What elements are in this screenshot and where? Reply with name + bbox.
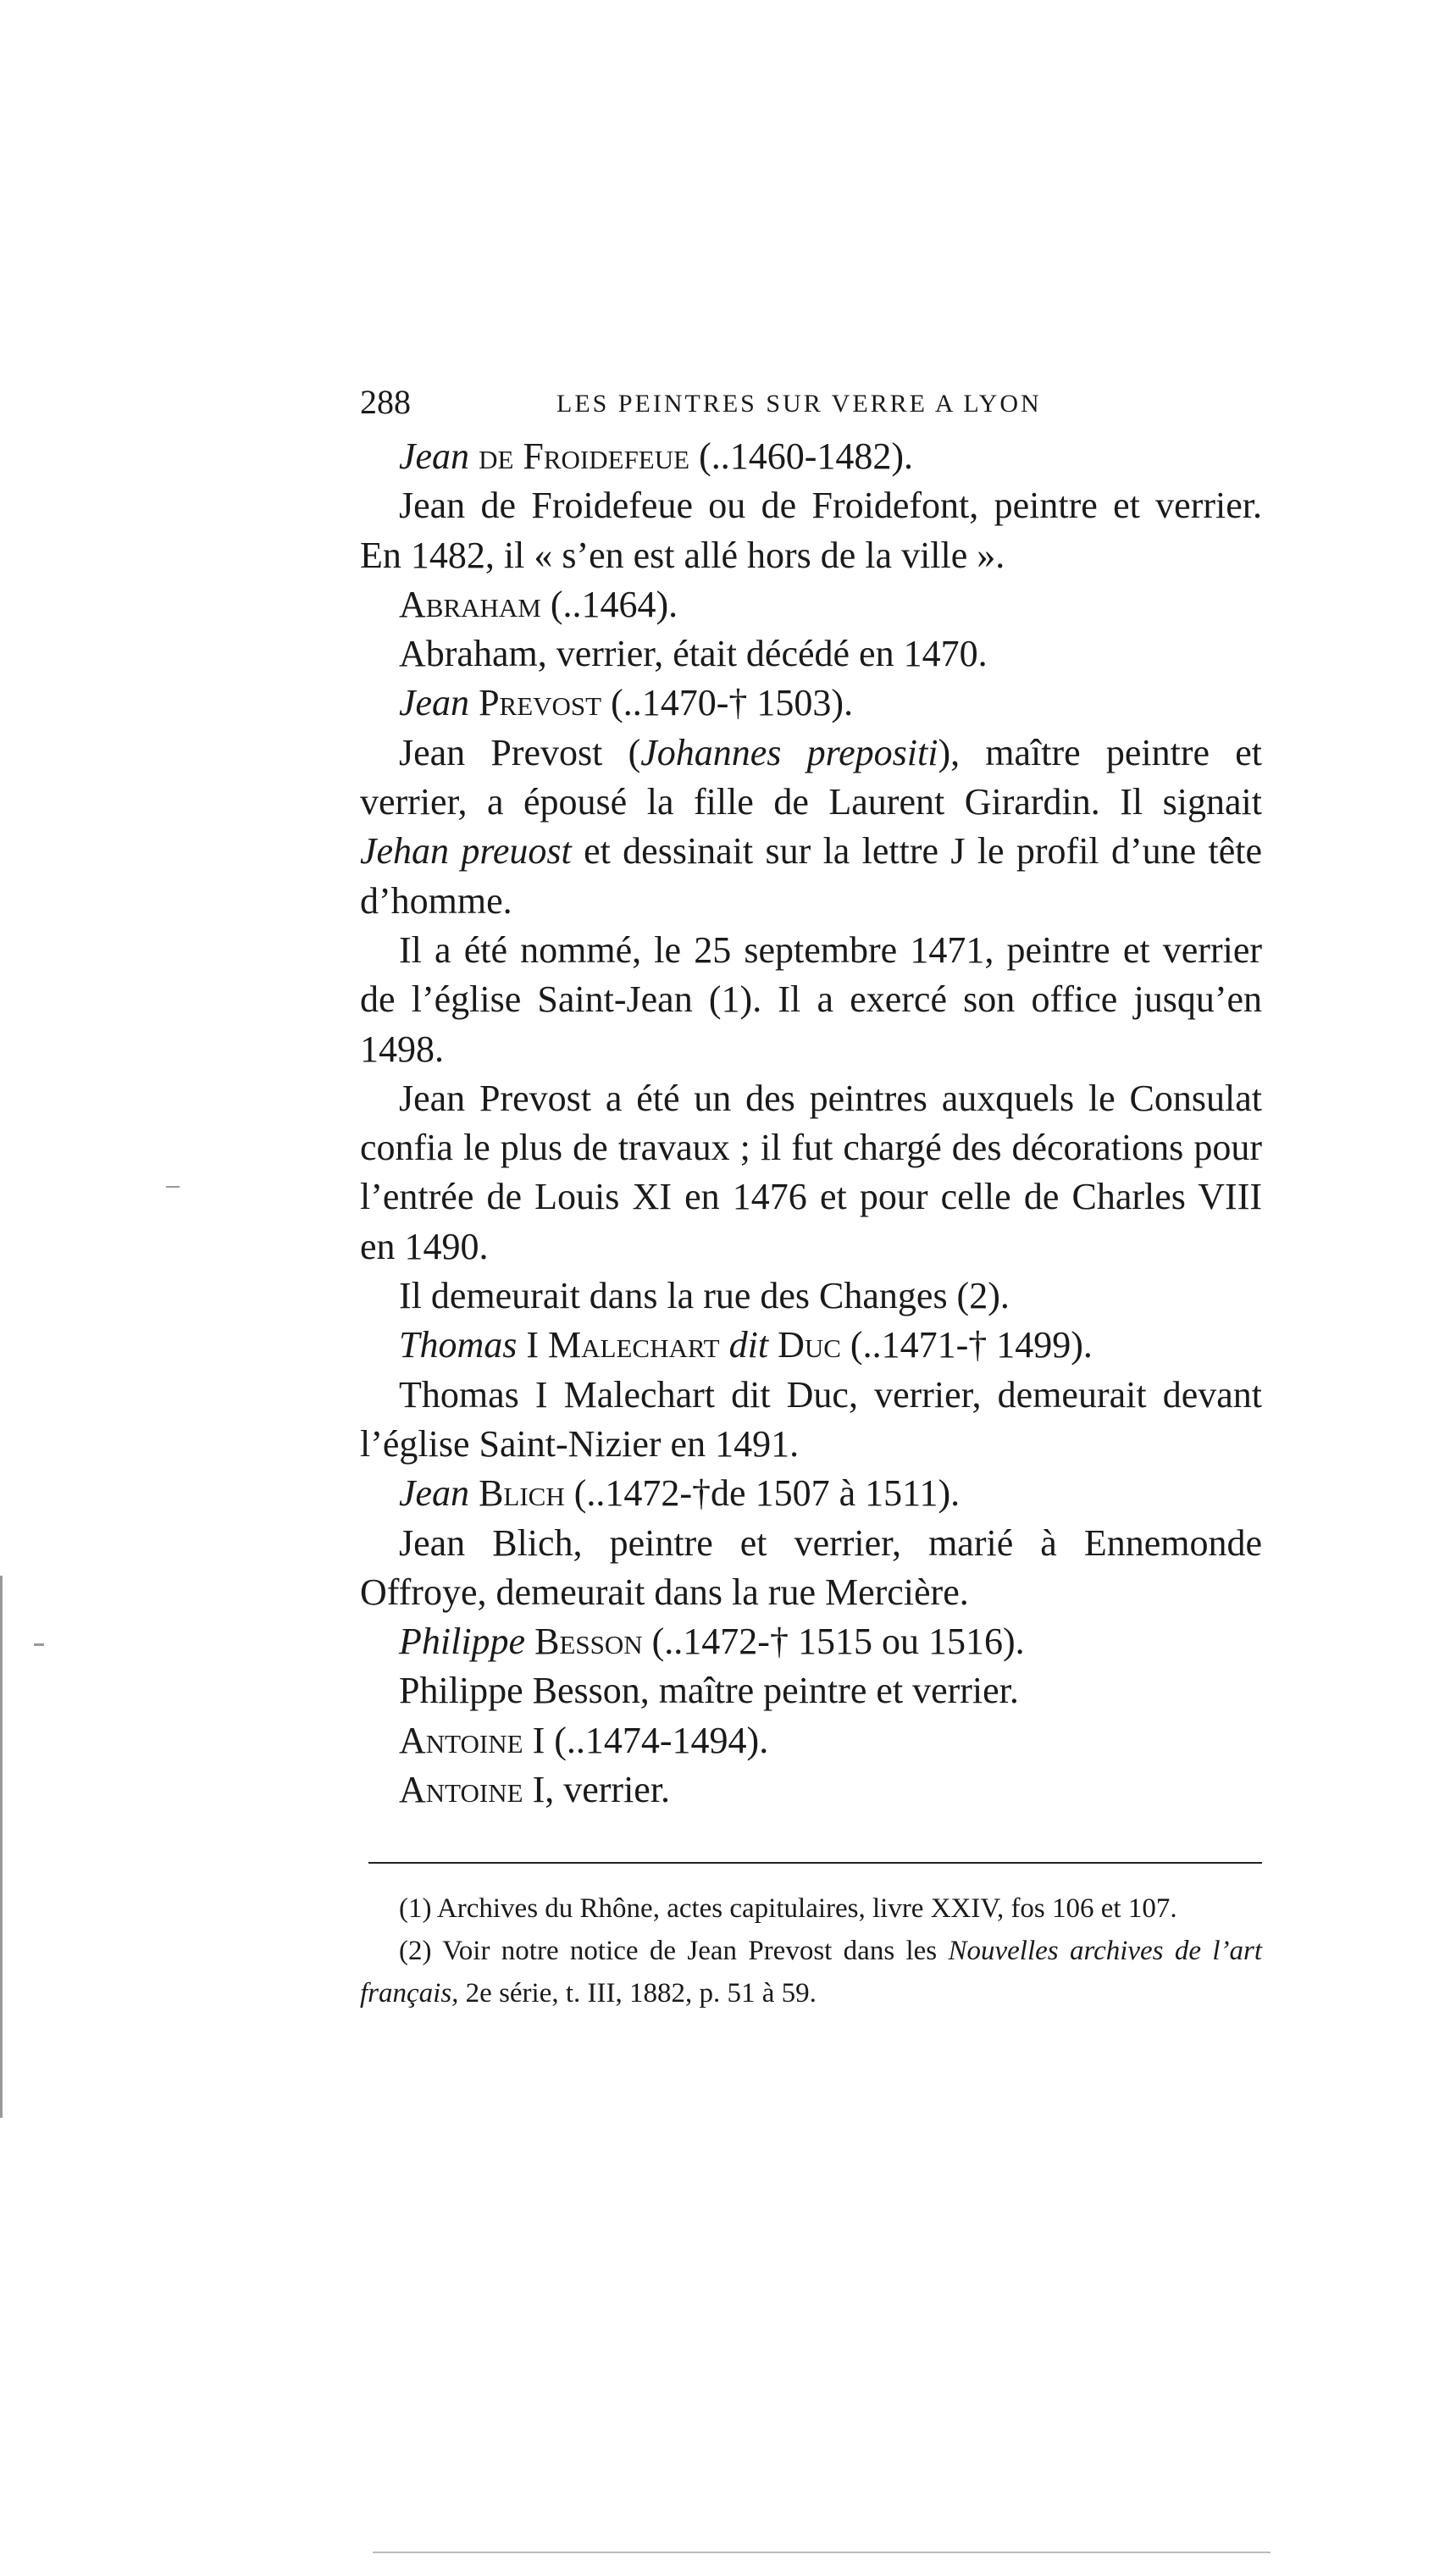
entry-heading — [360, 679, 1262, 728]
entry-dates: (..1472-†de 1507 à 1511). — [564, 1472, 961, 1515]
family-name: de Froidefeue — [479, 435, 690, 477]
family-name: Besson — [534, 1621, 643, 1663]
entry-dates: I (..1474-1494). — [523, 1719, 769, 1761]
text-run: (2) Voir notre notice de Jean Prevost dans les — [399, 1936, 949, 1967]
running-head — [360, 373, 1262, 432]
family-name: Antoine — [399, 1769, 523, 1811]
paragraph: Jean Blich, peintre et verrier, marié à Ennemonde Offroye, demeurait dans la rue Mercière. — [360, 1521, 1262, 1613]
entry-heading — [360, 1321, 1262, 1370]
family-name: Abraham — [399, 583, 541, 625]
text-run: Jean Prevost ( — [399, 731, 641, 773]
given-name: Thomas — [399, 1324, 518, 1366]
paragraph: Jean Prevost a été un des peintres auxquels le Consulat confia le plus de travaux ; il fut chargé des décorations pour l’entrée de Louis XI en 1476 et pour celle de Charles VIII en 1490. — [360, 1077, 1262, 1267]
text-run: I, verrier. — [523, 1769, 671, 1811]
footnote — [360, 1930, 1262, 2014]
bottom-scan-line — [373, 2552, 1271, 2553]
family-name: Blich — [479, 1472, 565, 1515]
paragraph: Il demeurait dans la rue des Changes (2). — [399, 1275, 1010, 1317]
entry-dates: (..1464). — [540, 583, 678, 625]
running-title: LES PEINTRES SUR VERRE A LYON — [556, 390, 1042, 418]
entry-heading — [360, 1617, 1262, 1666]
paragraph: Abraham, verrier, était décédé en 1470. — [399, 633, 988, 675]
family-name: Antoine — [399, 1719, 523, 1761]
margin-tick-mark — [34, 1643, 44, 1646]
entry-dates: (..1470-† 1503). — [601, 682, 854, 724]
given-name: Jean — [399, 1472, 470, 1515]
paragraph — [360, 729, 1262, 926]
text-run: 2e série, t. III, 1882, p. 51 à 59. — [458, 1978, 817, 2009]
book-page — [360, 373, 1262, 2014]
entry-dates: (..1471-† 1499). — [840, 1324, 1093, 1366]
margin-tick-mark — [166, 1186, 180, 1188]
body-text — [360, 432, 1262, 1815]
entry-dates: (..1472-† 1515 ou 1516). — [642, 1621, 1025, 1663]
alias-name: Duc — [778, 1324, 841, 1366]
left-margin-line — [0, 1576, 3, 2118]
paragraph: Il a été nommé, le 25 septembre 1471, peintre et verrier de l’église Saint-Jean (1). Il a exercé son office jusqu’en 1498. — [360, 928, 1262, 1070]
family-name: Malechart — [548, 1324, 720, 1366]
paragraph: Jean de Froidefeue ou de Froidefont, peintre et verrier. En 1482, il « s’en est allé hors de la ville ». — [360, 485, 1262, 576]
given-name: Jean — [399, 682, 470, 724]
footnote: (1) Archives du Rhône, actes capitulaires, livre XXIV, fos 106 et 107. — [399, 1893, 1177, 1925]
page-number: 288 — [360, 383, 411, 421]
footnotes — [360, 1887, 1262, 2014]
dit-word: dit — [728, 1324, 769, 1366]
text-run: ), maître peintre et verrier, a épousé la fille de Laurent Girardin. Il signait — [360, 731, 1263, 823]
entry-heading — [360, 432, 1262, 481]
signature-text: Jehan preuost — [360, 830, 572, 873]
paragraph: Thomas I Malechart dit Duc, verrier, demeurait devant l’église Saint-Nizier en 1491. — [360, 1373, 1262, 1465]
latin-name: Johannes prepositi — [640, 731, 938, 773]
entry-heading — [360, 1716, 1262, 1765]
entry-heading — [360, 1469, 1262, 1518]
footnote-rule — [368, 1862, 1262, 1864]
paragraph — [360, 1765, 1262, 1815]
text-run: et dessinait sur la lettre J le profil d’une tête d’homme. — [360, 830, 1262, 922]
given-name: Philippe — [399, 1621, 526, 1663]
journal-title: Nouvelles archives de l’art français, — [360, 1936, 1263, 2009]
entry-heading — [360, 580, 1262, 629]
paragraph: Philippe Besson, maître peintre et verrier. — [399, 1670, 1019, 1712]
family-name: Prevost — [479, 682, 602, 724]
given-name: Jean — [399, 435, 470, 477]
entry-dates: (..1460-1482). — [689, 435, 914, 477]
regnal-number: I — [517, 1324, 549, 1366]
